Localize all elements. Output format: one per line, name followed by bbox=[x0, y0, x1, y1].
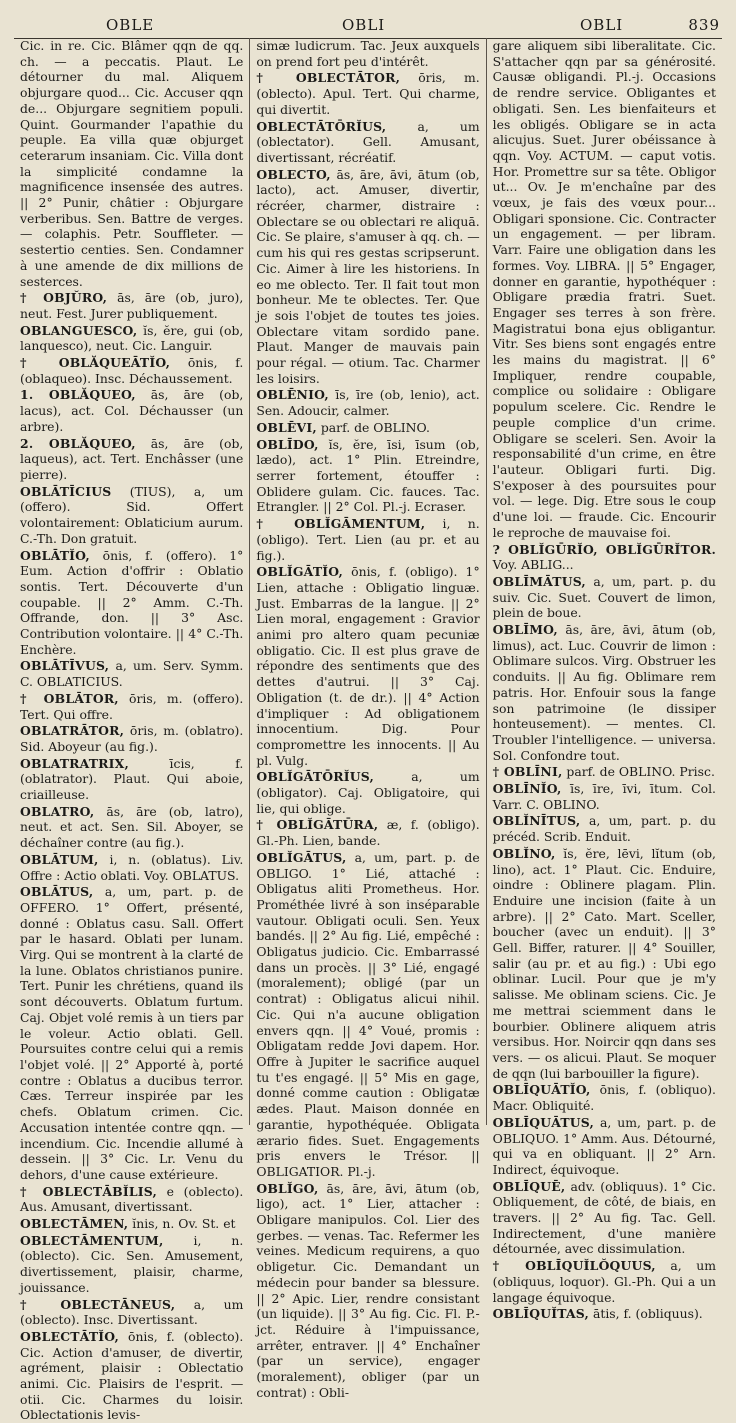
entry-definition: ōris, m. (oblatro). Sid. Aboyeur (au fig.). bbox=[20, 723, 244, 754]
entry-definition: ōnis, f. (oblaqueo). Insc. Déchaussement. bbox=[20, 355, 244, 386]
entry-definition: ās, āre (ob, lacus), act. Col. Déchausser (un arbre). bbox=[20, 387, 244, 434]
dictionary-entry bbox=[20, 355, 243, 386]
entry-headword: OBLĪMĀTUS, bbox=[492, 573, 586, 589]
entry-definition: ōnis, f. (obligo). 1° Lien, attache : Obligatio linguæ. Just. Embarras de la langue. || 2° Lien moral, engagement : Gravior animi pro altero quam pecuniæ obligatio. Cic. Il est plus grave de répondre des sentiments que des dettes d'autrui. || 3° Caj. Obligation (t. de dr.). || 4° Action d'impliquer : Ad obligationem innocentium. Dig. Pour compromettre les innocents. || Au pl. Vulg. bbox=[256, 564, 480, 768]
entry-headword: OBLĪQUĀTĬO, bbox=[492, 1082, 591, 1098]
dictionary-entry bbox=[20, 484, 243, 547]
entry-definition: e (oblecto). Aus. Amusant, divertissant. bbox=[20, 1183, 244, 1215]
entry-definition: parf. de OBLINO. Prisc. bbox=[566, 764, 715, 780]
dictionary-entry bbox=[256, 850, 479, 1180]
dictionary-entry bbox=[493, 1115, 716, 1178]
dictionary-entry bbox=[256, 119, 479, 166]
header-left-guideword: OBLE bbox=[106, 16, 155, 34]
entry-definition: īs, īre, īvi, ītum. Col. Varr. C. OBLINO. bbox=[492, 781, 716, 812]
dictionary-entry bbox=[493, 813, 716, 844]
dictionary-entry bbox=[20, 884, 243, 1182]
entry-definition: ōris, m. (offero). Tert. Qui offre. bbox=[20, 690, 244, 722]
entry-definition: ĭs, ĕre, gui (ob, lanquesco), neut. Cic. Languir. bbox=[20, 322, 244, 354]
entry-definition: a, um, part. p. de OFFERO. 1° Offert, présenté, donné : Oblatus casu. Sall. Offert par le hasard. Oblati per lunam. Virg. Qui se montrent à la clarté de la lune. Oblatos christianos punire. Tert. Punir les chrétiens, quand ils sont découverts. Oblatum furtum. Caj. Objet volé remis à un tiers par le voleur. Actio oblati. Gell. Poursuites contre celui qui a remis l'objet volé. || 2° Apporté à, porté contre : Oblatus a ducibus terror. Cæs. Terreur inspirée par les chefs. Oblatum crimen. Cic. Accusation intentée contre qqn. — incendium. Cic. Incendie allumé à dessein. || 3° Cic. Lr. Venu du dehors, d'une cause extérieure. bbox=[20, 884, 244, 1182]
dictionary-entry bbox=[20, 387, 243, 434]
entry-definition: ōnis, f. (oblecto). Cic. Action d'amuser, de divertir, agrément, plaisir : Oblectatio animi. Cic. Plaisirs de l'esprit. — otii. Cic. Charmes du loisir. Oblectationis levis- bbox=[20, 1328, 244, 1423]
entry-headword: † OBLECTĀNEUS, bbox=[20, 1296, 176, 1312]
dictionary-entry bbox=[493, 764, 716, 780]
entry-definition: gare aliquem sibi liberalitate. Cic. S'attacher qqn par sa générosité. Causæ obligandi. Pl.-j. Occasions de rendre service. Obligantes et obligati. Sen. Les bienfaiteurs et les obligés. Obligare se in acta alicujus. Suet. Jurer obéissance à qqn. Voy. ACTUM. — caput votis. Hor. Promettre sur sa tête. Obligor ut... Ov. Je m'enchaîne par des vœux, je fais des vœux pour... Obligari sponsione. Cic. Contracter un engagement. — per libram. Varr. Faire une obligation dans les formes. Voy. LIBRA. || 5° Engager, donner en garantie, hypothéquer : Obligare prædia fratri. Suet. Engager ses terres à son frère. Magistratui bona ejus obligantur. Vitr. Ses biens sont engagés entre les mains du magistrat. || 6° Impliquer, rendre coupable, complice ou solidaire : Obligare populum scelere. Cic. Rendre le peuple complice d'un crime. Obligare se sceleri. Sen. Avoir la responsabilité d'un crime, en être l'auteur. Obligari furti. Dig. S'exposer à des poursuites pour vol. — lege. Dig. Etre sous le coup d'une loi. — fraude. Cic. Encourir le reproche de mauvaise foi. bbox=[492, 38, 716, 540]
entry-headword: † OBLECTĀBĬLIS, bbox=[20, 1183, 157, 1199]
dictionary-entry bbox=[256, 437, 479, 516]
entry-definition: ātis, f. (obliquus). bbox=[592, 1306, 703, 1322]
dictionary-entry bbox=[20, 1233, 243, 1296]
entry-definition: īcis, f. (oblatrator). Plaut. Qui aboie, criailleuse. bbox=[20, 755, 244, 803]
dictionary-entry bbox=[20, 852, 243, 883]
entry-headword: OBLATRĀTOR, bbox=[20, 723, 125, 739]
entry-headword: † OBJŬRO, bbox=[20, 290, 108, 306]
entry-definition: ās, āre (ob, latro), neut. et act. Sen. Sil. Aboyer, se déchaîner contre (au fig.). bbox=[20, 803, 244, 851]
entry-headword: OBLĪDO, bbox=[256, 436, 319, 452]
entry-headword: OBLATRO, bbox=[20, 803, 95, 819]
entry-definition: i, n. (obligo). Tert. Lien (au pr. et au fig.). bbox=[256, 516, 480, 563]
dictionary-entry bbox=[256, 769, 479, 816]
entry-definition: ās, āre (ob, juro), neut. Fest. Jurer publiquement. bbox=[20, 290, 244, 321]
entry-headword: OBLATRATRIX, bbox=[20, 755, 130, 771]
dictionary-entry bbox=[20, 323, 243, 354]
header-middle-guideword: OBLI bbox=[342, 16, 386, 34]
dictionary-entry bbox=[256, 420, 479, 436]
dictionary-entry bbox=[20, 756, 243, 803]
dictionary-entry bbox=[20, 290, 243, 321]
page-number: 839 bbox=[688, 16, 720, 34]
entry-headword: OBLĬNĪTUS, bbox=[492, 813, 581, 829]
running-header bbox=[14, 10, 722, 39]
column-1 bbox=[14, 38, 249, 1423]
dictionary-entry bbox=[493, 1258, 716, 1305]
entry-definition: ōnis, f. (offero). 1° Eum. Action d'offrir : Oblatio sontis. Tert. Découverte d'un coupable. || 2° Amm. C.-Th. Offrande, don. || 3° Asc. Contribution volontaire. || 4° C.-Th. Enchère. bbox=[20, 547, 244, 657]
dictionary-entry bbox=[20, 658, 243, 689]
dictionary-entry bbox=[256, 70, 479, 117]
entry-definition: parf. de OBLINO. bbox=[320, 419, 430, 435]
entry-definition: a, um (obliquus, loquor). Gl.-Ph. Qui a un langage équivoque. bbox=[492, 1258, 716, 1305]
entry-headword: 1. OBLĂQUEO, bbox=[20, 387, 136, 403]
dictionary-entry bbox=[20, 1329, 243, 1423]
entry-headword: † OBLĬGĀMENTUM, bbox=[256, 516, 426, 532]
entry-definition: adv. (obliquus). 1° Cic. Obliquement, de côté, de biais, en travers. || 2° Au fig. Tac. Gell. Indirectement, d'une manière détournée, avec dissimulation. bbox=[492, 1178, 716, 1257]
entry-headword: ? OBLĬGŪRĬO, OBLĬGŪRĬTOR. bbox=[492, 541, 716, 557]
dictionary-entry bbox=[256, 1181, 479, 1401]
entry-headword: OBLĀTĪCIUS bbox=[20, 483, 112, 499]
entry-headword: † OBLĬGĀTŪRA, bbox=[256, 817, 379, 833]
dictionary-entry bbox=[20, 1297, 243, 1328]
entry-headword: OBLĪQUĀTUS, bbox=[492, 1114, 595, 1130]
dictionary-entry bbox=[20, 38, 243, 289]
entry-headword: OBLĬGĀTUS, bbox=[256, 849, 347, 865]
entry-headword: † OBLĂQUEĀTĬO, bbox=[20, 355, 171, 371]
entry-definition: a, um (obligator). Caj. Obligatoire, qui lie, qui oblige. bbox=[256, 769, 480, 816]
dictionary-entry bbox=[256, 387, 479, 418]
dictionary-entry bbox=[493, 38, 716, 541]
entry-definition: i, n. (oblecto). Cic. Sen. Amusement, divertissement, plaisir, charme, jouissance. bbox=[20, 1232, 244, 1295]
dictionary-entry bbox=[20, 1216, 243, 1232]
columns bbox=[14, 38, 722, 1423]
entry-definition: ōnis, f. (obliquo). Macr. Obliquité. bbox=[492, 1082, 716, 1114]
dictionary-entry bbox=[493, 1179, 716, 1258]
entry-definition: īs, īre (ob, lenio), act. Sen. Adoucir, calmer. bbox=[256, 387, 480, 419]
entry-definition: a, um, part. p. du précéd. Scrib. Enduit. bbox=[492, 813, 716, 845]
dictionary-entry bbox=[493, 622, 716, 763]
entry-headword: OBLĀTĪVUS, bbox=[20, 658, 110, 674]
entry-headword: OBLĬGO, bbox=[256, 1180, 319, 1196]
entry-headword: † OBLĀTOR, bbox=[20, 690, 119, 706]
dictionary-entry bbox=[20, 436, 243, 483]
entry-headword: OBLECTĀTĬO, bbox=[20, 1328, 120, 1344]
entry-definition: Voy. ABLIG... bbox=[492, 557, 574, 573]
dictionary-entry bbox=[256, 38, 479, 69]
entry-definition: a, um. Serv. Symm. C. OBLATICIUS. bbox=[20, 658, 244, 690]
dictionary-entry bbox=[493, 1082, 716, 1113]
entry-headword: OBLĬGĀTŌRĬUS, bbox=[256, 769, 374, 785]
entry-headword: OBLĬGĀTĬO, bbox=[256, 564, 344, 580]
dictionary-entry bbox=[20, 548, 243, 658]
entry-definition: a, um (oblecto). Insc. Divertissant. bbox=[20, 1296, 244, 1328]
entry-headword: OBLECTĀTŌRĬUS, bbox=[256, 118, 387, 134]
entry-headword: † OBLĪNI, bbox=[492, 764, 563, 780]
entry-definition: a, um, part. p. de OBLIQUO. 1° Amm. Aus. Détourné, qui va en obliquant. || 2° Arn. Indirect, équivoque. bbox=[492, 1114, 716, 1177]
entry-headword: OBLĪQUĒ, bbox=[492, 1178, 566, 1194]
entry-headword: OBLĒNIO, bbox=[256, 387, 329, 403]
entry-headword: OBLĪQUĬTAS, bbox=[492, 1306, 590, 1322]
dictionary-entry bbox=[256, 564, 479, 768]
entry-definition: ās, āre, āvi, ātum (ob, ligo), act. 1° Lier, attacher : Obligare manipulos. Col. Lier des gerbes. — venas. Tac. Refermer les veines. Medicum requirens, a quo obligetur. Cic. Demandant un médecin pour bander sa blessure. || 2° Apic. Lier, rendre consistant (un liquide). || 3° Au fig. Cic. Fl. P.-jct. Réduire à l'impuissance, arrêter, entraver. || 4° Enchaîner (par un service), engager (moralement), obliger (par un contrat) : Obli- bbox=[256, 1180, 480, 1400]
dictionary-entry bbox=[20, 1184, 243, 1215]
entry-headword: OBLĀTĬO, bbox=[20, 547, 90, 563]
entry-headword: OBLECTĀMEN, bbox=[20, 1216, 129, 1232]
entry-headword: OBLĬNO, bbox=[492, 845, 556, 861]
entry-headword: OBLĀTUS, bbox=[20, 884, 94, 900]
dictionary-entry bbox=[256, 817, 479, 848]
dictionary-entry bbox=[493, 574, 716, 621]
entry-headword: 2. OBLĂQUEO, bbox=[20, 435, 136, 451]
dictionary-entry bbox=[20, 804, 243, 851]
entry-definition: a, um (oblectator). Gell. Amusant, divertissant, récréatif. bbox=[256, 118, 480, 165]
entry-definition: (TIUS), a, um (offero). Sid. Offert volontairement: Oblaticium aurum. C.-Th. Don gratuit. bbox=[20, 483, 244, 546]
entry-headword: OBLĒVI, bbox=[256, 419, 317, 435]
column-3 bbox=[486, 38, 722, 1322]
entry-headword: OBLANGUESCO, bbox=[20, 322, 138, 338]
entry-definition: ĭs, ĕre, lēvi, lĭtum (ob, lino), act. 1° Plaut. Cic. Enduire, oindre : Oblinere plagam. Plin. Enduire une incision (faite à un arbre). || 2° Cato. Mart. Sceller, boucher (avec un enduit). || 3° Gell. Biffer, raturer. || 4° Souiller, salir (au pr. et au fig.) : Ubi ego oblinar. Lucil. Pour que je m'y salisse. Me oblinam sciens. Cic. Je me mettrai sciemment dans le bourbier. Oblinere aliquem atris versibus. Hor. Noircir qqn dans ses vers. — os alicui. Plaut. Se moquer de qqn (lui barbouiller la figure). bbox=[492, 845, 716, 1081]
dictionary-entry bbox=[493, 781, 716, 812]
entry-headword: OBLĀTUM, bbox=[20, 851, 99, 867]
entry-definition: ās, āre, āvi, ātum (ob, lacto), act. Amuser, divertir, récréer, charmer, distraire : Oblectare se ou oblectari re aliquā. Cic. Se plaire, s'amuser à qq. ch. — cum his qui res gestas scripserunt. Cic. Aimer à lire les historiens. In eo me oblecto. Ter. Il fait tout mon bonheur. Me te oblectes. Ter. Que je sois l'objet de toutes tes joies. Oblectare vitam sordido pane. Plaut. Manger de mauvais pain pour régal. — otium. Tac. Charmer les loisirs. bbox=[256, 166, 480, 386]
entry-definition: simæ ludicrum. Tac. Jeux auxquels on prend fort peu d'intérêt. bbox=[256, 38, 480, 69]
dictionary-entry bbox=[493, 846, 716, 1082]
entry-definition: ās, āre (ob, laqueus), act. Tert. Enchâsser (une pierre). bbox=[20, 435, 244, 482]
entry-definition: æ, f. (obligo). Gl.-Ph. Lien, bande. bbox=[256, 817, 480, 849]
entry-headword: OBLĪMO, bbox=[492, 622, 558, 638]
entry-definition: Cic. in re. Cic. Blâmer qqn de qq. ch. — a peccatis. Plaut. Le détourner du mal. Aliquem objurgare quod... Cic. Accuser qqn de... Objurgare segnitiem populi. Quint. Gourmander l'apathie du peuple. Ea villa quæ objurget ceterarum insaniam. Cic. Villa dont la simplicité condamne la magnificence insensée des autres. || 2° Punir, châtier : Objurgare verberibus. Sen. Battre de verges. — colaphis. Petr. Souffleter. — sestertio centies. Sen. Condamner à une amende de dix millions de sesterces. bbox=[20, 38, 244, 289]
entry-definition: ās, āre, āvi, ātum (ob, limus), act. Luc. Couvrir de limon : Oblimare sulcos. Virg. Obstruer les conduits. || Au fig. Oblimare rem patris. Hor. Enfouir sous la fange son patrimoine (le dissiper honteusement). — mentes. Cl. Troubler l'intelligence. — universa. Sol. Confondre tout. bbox=[492, 622, 716, 763]
column-2 bbox=[249, 38, 485, 1400]
entry-definition: i, n. (oblatus). Liv. Offre : Actio oblati. Voy. OBLATUS. bbox=[20, 851, 244, 883]
entry-definition: a, um, part. p. du suiv. Cic. Suet. Couvert de limon, plein de boue. bbox=[492, 573, 716, 621]
entry-definition: ōris, m. (oblecto). Apul. Tert. Qui charme, qui divertit. bbox=[256, 70, 480, 117]
dictionary-entry bbox=[20, 723, 243, 754]
entry-headword: † OBLECTĀTOR, bbox=[256, 70, 401, 86]
dictionary-entry bbox=[256, 516, 479, 563]
dictionary-entry bbox=[493, 1306, 716, 1322]
dictionary-entry bbox=[20, 691, 243, 722]
entry-definition: a, um, part. p. de OBLIGO. 1° Lié, attaché : Obligatus aliti Prometheus. Hor. Prométhée livré à son inséparable vautour. Obligati oculi. Sen. Yeux bandés. || 2° Au fig. Lié, empêché : Obligatus judicio. Cic. Embarrassé dans un procès. || 3° Lié, engagé (moralement); obligé (par un contrat) : Obligatus alicui nihil. Cic. Qui n'a aucune obligation envers qqn. || 4° Voué, promis : Obligatam redde Jovi dapem. Hor. Offre à Jupiter le sacrifice auquel tu t'es engagé. || 5° Mis en gage, donné comme caution : Obligatæ ædes. Plaut. Maison donnée en garantie, hypothéquée. Obligata ærario fides. Suet. Engagements pris envers le Trésor. || OBLIGATIOR. Pl.-j. bbox=[256, 849, 480, 1179]
entry-definition: ĭnis, n. Ov. St. et bbox=[132, 1216, 236, 1232]
entry-headword: OBLECTO, bbox=[256, 166, 331, 182]
dictionary-entry bbox=[256, 167, 479, 387]
entry-headword: OBLĪNĬO, bbox=[492, 781, 562, 797]
entry-definition: ĭs, ĕre, īsi, īsum (ob, lædo), act. 1° Plin. Etreindre, serrer fortement, étouffer : Oblidere gulam. Cic. fauces. Tac. Etrangler. || 2° Col. Pl.-j. Ecraser. bbox=[256, 436, 480, 515]
header-right-guideword: OBLI bbox=[580, 16, 624, 34]
dictionary-entry bbox=[493, 542, 716, 573]
entry-headword: OBLECTĀMENTUM, bbox=[20, 1232, 164, 1248]
entry-headword: † OBLĪQUĬLŎQUUS, bbox=[492, 1258, 656, 1274]
